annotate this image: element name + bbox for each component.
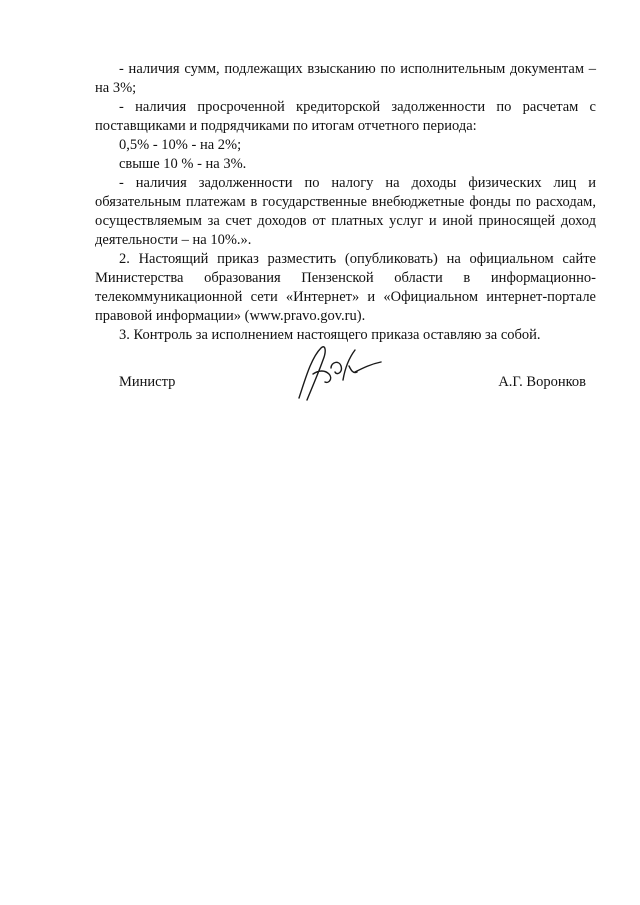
paragraph-rate-2: 0,5% - 10% - на 2%; [119,137,242,153]
signatory-name: А.Г. Воронков [498,374,586,390]
handwritten-signature [285,340,385,410]
paragraph-rate-3: свыше 10 % - на 3%. [119,156,247,172]
signature-block [95,340,596,410]
signatory-title: Министр [119,374,176,390]
document-body [95,60,596,345]
paragraph-publication: 2. Настоящий приказ разместить (опубликовать) на официальном сайте Министерства образования Пензенской области в информационно-телекоммуникационной сети «Интернет» и «Официальном интернет-портале правовой информации» (www.pravo.gov.ru). [95,251,596,324]
paragraph-enforcement-sums: - наличия сумм, подлежащих взысканию по исполнительным документам – на 3%; [95,61,596,96]
paragraph-control: 3. Контроль за исполнением настоящего приказа оставляю за собой. [119,327,541,343]
paragraph-overdue-payables: - наличия просроченной кредиторской задолженности по расчетам с поставщиками и подрядчиками по итогам отчетного периода: [95,99,596,134]
paragraph-tax-arrears: - наличия задолженности по налогу на доходы физических лиц и обязательным платежам в государственные внебюджетные фонды по расходам, осуществляемым за счет доходов от платных услуг и иной приносящей доход деятельности – на 10%.». [95,175,596,248]
